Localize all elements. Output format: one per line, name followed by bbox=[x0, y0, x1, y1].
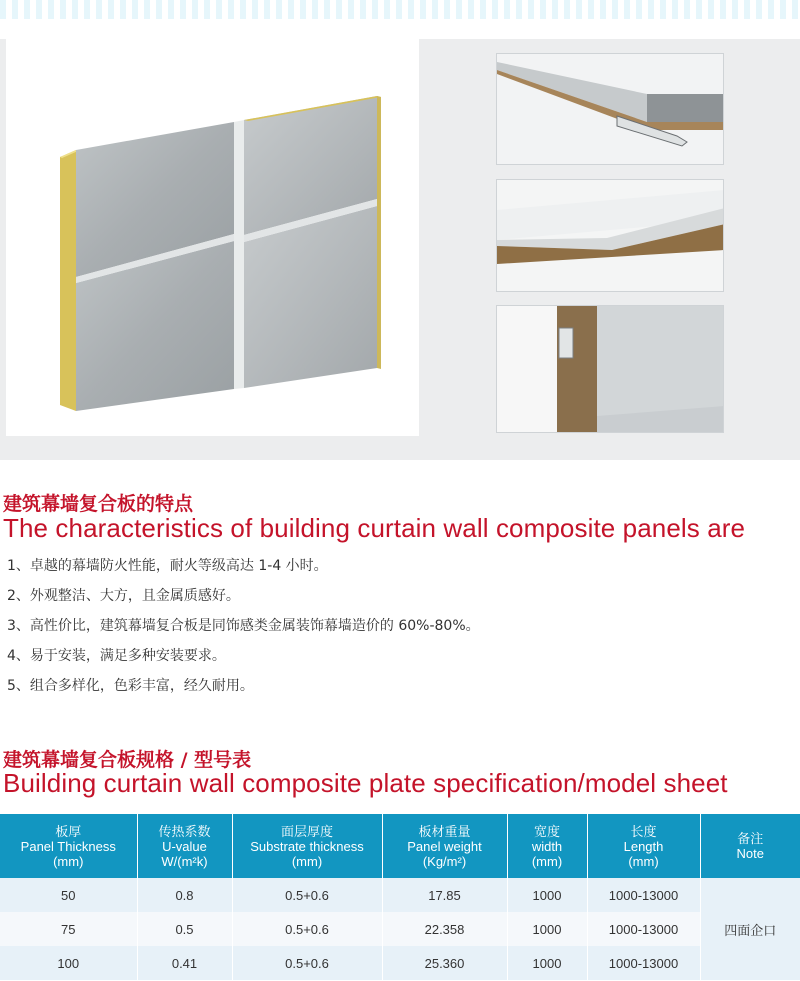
table-row bbox=[0, 912, 800, 946]
cell-width: 1000 bbox=[507, 878, 587, 912]
features-title-cn: 建筑幕墙复合板的特点 bbox=[3, 493, 194, 515]
feature-item: 1、卓越的幕墙防火性能，耐火等级高达 1-4 小时。 bbox=[7, 558, 328, 574]
header-width: 宽度 width (mm) bbox=[507, 814, 587, 878]
feature-item: 5、组合多样化，色彩丰富，经久耐用。 bbox=[7, 678, 254, 694]
cell-panel-weight: 22.358 bbox=[382, 912, 507, 946]
product-image-area bbox=[0, 39, 800, 460]
feature-item: 4、易于安装，满足多种安装要求。 bbox=[7, 648, 226, 664]
cell-length: 1000-13000 bbox=[587, 878, 700, 912]
features-list bbox=[7, 557, 480, 707]
cell-substrate-thickness: 0.5+0.6 bbox=[232, 946, 382, 980]
cell-panel-thickness: 50 bbox=[0, 878, 137, 912]
cell-width: 1000 bbox=[507, 946, 587, 980]
table-row bbox=[0, 946, 800, 980]
cell-width: 1000 bbox=[507, 912, 587, 946]
cell-panel-weight: 25.360 bbox=[382, 946, 507, 980]
composite-panel-main-image bbox=[6, 39, 419, 436]
feature-item: 3、高性价比，建筑幕墙复合板是同饰感类金属装饰幕墙造价的 60%-80%。 bbox=[7, 618, 480, 634]
header-panel-weight: 板材重量 Panel weight (Kg/m²) bbox=[382, 814, 507, 878]
cell-u-value: 0.41 bbox=[137, 946, 232, 980]
header-u-value: 传热系数 U-value W/(m²k) bbox=[137, 814, 232, 878]
cell-length: 1000-13000 bbox=[587, 912, 700, 946]
table-row bbox=[0, 878, 800, 912]
decorative-stripe-band bbox=[0, 0, 800, 19]
feature-item: 2、外观整洁、大方，且金属质感好。 bbox=[7, 588, 240, 604]
cell-panel-thickness: 100 bbox=[0, 946, 137, 980]
spec-title-cn: 建筑幕墙复合板规格 / 型号表 bbox=[3, 749, 252, 771]
spec-title-en: Building curtain wall composite plate specification/model sheet bbox=[3, 768, 728, 798]
features-title-en: The characteristics of building curtain wall composite panels are bbox=[3, 513, 746, 543]
spec-table bbox=[0, 814, 800, 980]
cell-u-value: 0.8 bbox=[137, 878, 232, 912]
cell-substrate-thickness: 0.5+0.6 bbox=[232, 912, 382, 946]
cell-length: 1000-13000 bbox=[587, 946, 700, 980]
panel-edge-detail-image-2 bbox=[496, 179, 724, 292]
cell-note: 四面企口 bbox=[700, 878, 800, 980]
cell-substrate-thickness: 0.5+0.6 bbox=[232, 878, 382, 912]
panel-edge-detail-image-1 bbox=[496, 53, 724, 165]
header-substrate-thickness: 面层厚度 Substrate thickness (mm) bbox=[232, 814, 382, 878]
spec-table-header-row bbox=[0, 814, 800, 878]
header-note: 备注 Note bbox=[700, 814, 800, 878]
header-panel-thickness: 板厚 Panel Thickness (mm) bbox=[0, 814, 137, 878]
cell-u-value: 0.5 bbox=[137, 912, 232, 946]
header-length: 长度 Length (mm) bbox=[587, 814, 700, 878]
panel-edge-detail-image-3 bbox=[496, 305, 724, 433]
cell-panel-weight: 17.85 bbox=[382, 878, 507, 912]
cell-panel-thickness: 75 bbox=[0, 912, 137, 946]
